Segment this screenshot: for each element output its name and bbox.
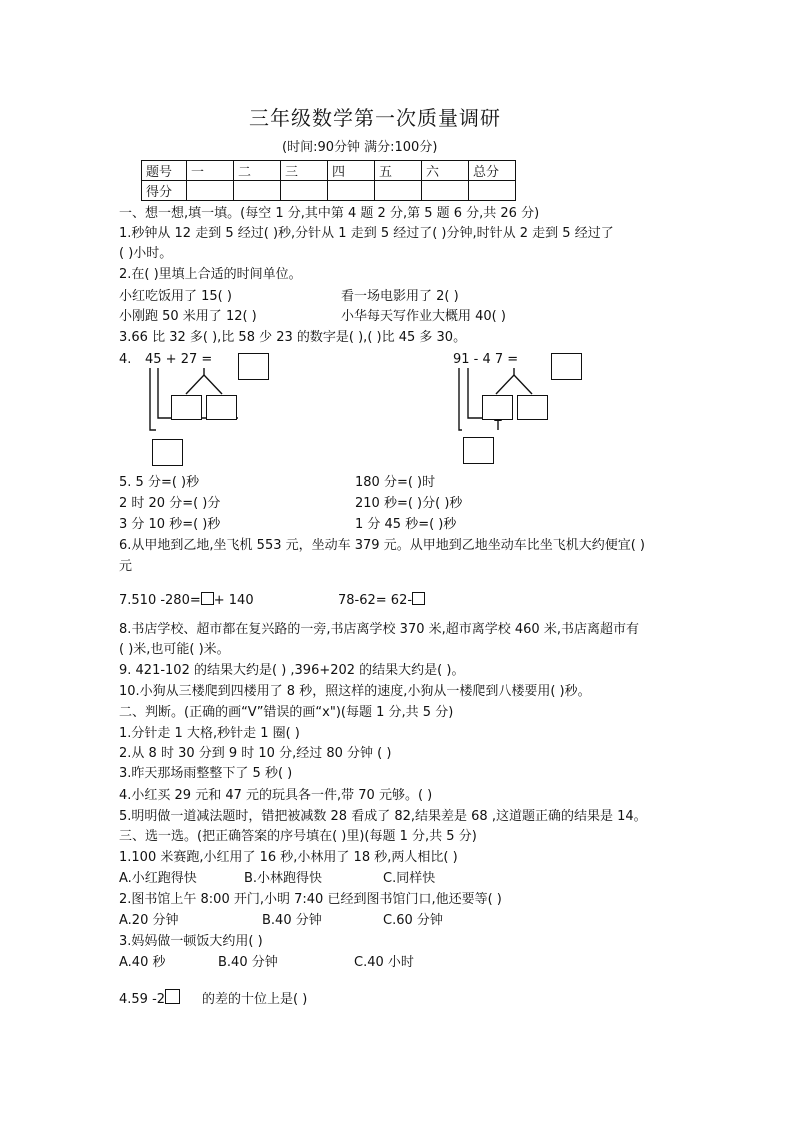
option-b[interactable]: B.小林跑得快 (244, 871, 323, 886)
question-7a-text: 7.510 -280= (119, 593, 201, 608)
judge-item-4: 4.小红买 29 元和 47 元的玩具各一件,带 70 元够。( ) (119, 788, 433, 803)
judge-item-2: 2.从 8 时 30 分到 9 时 10 分,经过 80 分钟 ( ) (119, 746, 392, 761)
question-4-left-expr: 45 + 27 = (145, 352, 213, 367)
answer-box[interactable] (171, 395, 202, 420)
question-6: 6.从甲地到乙地,坐飞机 553 元，坐动车 379 元。从甲地到乙地坐动车比坐飞机大约便宜( ) (119, 538, 645, 553)
table-cell: 总分 (469, 161, 516, 181)
question-7b (338, 592, 425, 609)
option-b[interactable]: B.40 分钟 (218, 955, 278, 970)
table-cell: 三 (281, 161, 328, 181)
exam-info: (时间:90分钟 满分:100分) (282, 140, 438, 155)
table-cell: 题号 (142, 161, 187, 181)
judge-item-1: 1.分针走 1 大格,秒针走 1 圈( ) (119, 726, 300, 741)
answer-box[interactable] (482, 395, 513, 420)
choice-question-4-text: 4.59 -2 (119, 992, 166, 1007)
answer-box[interactable] (165, 989, 180, 1004)
answer-box[interactable] (412, 592, 425, 605)
question-1: 1.秒钟从 12 走到 5 经过( )秒,分针从 1 走到 5 经过了( )分钟,时针从 2 走到 5 经过了 (119, 226, 614, 241)
question-2a: 小红吃饭用了 15( ) (119, 289, 232, 304)
table-cell: 一 (187, 161, 234, 181)
question-2d: 小华每天写作业大概用 40( ) (341, 309, 506, 324)
table-cell: 五 (375, 161, 422, 181)
table-cell: 二 (234, 161, 281, 181)
judge-item-5: 5.明明做一道减法题时，错把被减数 28 看成了 82,结果差是 68 ,这道题正确的结果是 14。 (119, 809, 647, 824)
question-5b: 180 分=( )时 (355, 475, 436, 490)
question-4-right-expr: 91 - 4 7 = (453, 352, 519, 367)
answer-box[interactable] (463, 437, 494, 464)
answer-box[interactable] (551, 353, 582, 380)
question-7b-text: 78-62= 62- (338, 593, 413, 608)
question-5a: 5. 5 分=( )秒 (119, 475, 200, 490)
section1-heading: 一、想一想,填一填。(每空 1 分,其中第 4 题 2 分,第 5 题 6 分,共 26 分) (119, 206, 540, 221)
answer-box[interactable] (152, 439, 183, 466)
question-5d: 210 秒=( )分( )秒 (355, 496, 463, 511)
table-cell: 四 (328, 161, 375, 181)
option-a[interactable]: A.小红跑得快 (119, 871, 197, 886)
question-8-cont: ( )米,也可能( )米。 (119, 642, 230, 657)
question-9: 9. 421-102 的结果大约是( ) ,396+202 的结果大约是( )。 (119, 663, 465, 678)
question-7a (119, 592, 254, 609)
choice-question-4 (119, 989, 307, 1008)
question-5f: 1 分 45 秒=( )秒 (355, 517, 457, 532)
answer-box[interactable] (517, 395, 548, 420)
question-6-cont: 元 (119, 559, 133, 574)
choice-question-4-tail: 的差的十位上是( ) (202, 992, 308, 1007)
question-5e: 3 分 10 秒=( )秒 (119, 517, 221, 532)
choice-question-2: 2.图书馆上午 8:00 开门,小明 7:40 已经到图书馆门口,他还要等( ) (119, 892, 502, 907)
question-4-label: 4. (119, 352, 132, 367)
question-3: 3.66 比 32 多( ),比 58 少 23 的数字是( ),( )比 45 多 30。 (119, 330, 467, 345)
choice-question-1: 1.100 米赛跑,小红用了 16 秒,小林用了 18 秒,两人相比( ) (119, 850, 458, 865)
question-2c: 小刚跑 50 米用了 12( ) (119, 309, 257, 324)
table-cell: 六 (422, 161, 469, 181)
question-10: 10.小狗从三楼爬到四楼用了 8 秒，照这样的速度,小狗从一楼爬到八楼要用( )秒。 (119, 684, 591, 699)
section2-heading: 二、判断。(正确的画“V”错误的画“x")(每题 1 分,共 5 分) (119, 705, 454, 720)
question-7a-tail: + 140 (213, 593, 254, 608)
option-c[interactable]: C.同样快 (383, 871, 436, 886)
choice-question-3: 3.妈妈做一顿饭大约用( ) (119, 934, 263, 949)
question-2b: 看一场电影用了 2( ) (341, 289, 459, 304)
answer-box[interactable] (238, 353, 269, 380)
question-1-cont: ( )小时。 (119, 246, 173, 261)
question-2: 2.在( )里填上合适的时间单位。 (119, 267, 302, 282)
section3-heading: 三、选一选。(把正确答案的序号填在( )里)(每题 1 分,共 5 分) (119, 829, 477, 844)
option-b[interactable]: B.40 分钟 (262, 913, 322, 928)
judge-item-3: 3.昨天那场雨整整下了 5 秒( ) (119, 766, 293, 781)
page-title: 三年级数学第一次质量调研 (249, 106, 501, 130)
answer-box[interactable] (206, 395, 237, 420)
question-5c: 2 时 20 分=( )分 (119, 496, 221, 511)
option-a[interactable]: A.20 分钟 (119, 913, 179, 928)
option-c[interactable]: C.60 分钟 (383, 913, 443, 928)
table-cell: 得分 (142, 181, 187, 201)
answer-box[interactable] (201, 592, 214, 605)
option-a[interactable]: A.40 秒 (119, 955, 166, 970)
question-8: 8.书店学校、超市都在复兴路的一旁,书店离学校 370 米,超市离学校 460 米,书店离超市有 (119, 622, 639, 637)
option-c[interactable]: C.40 小时 (354, 955, 414, 970)
